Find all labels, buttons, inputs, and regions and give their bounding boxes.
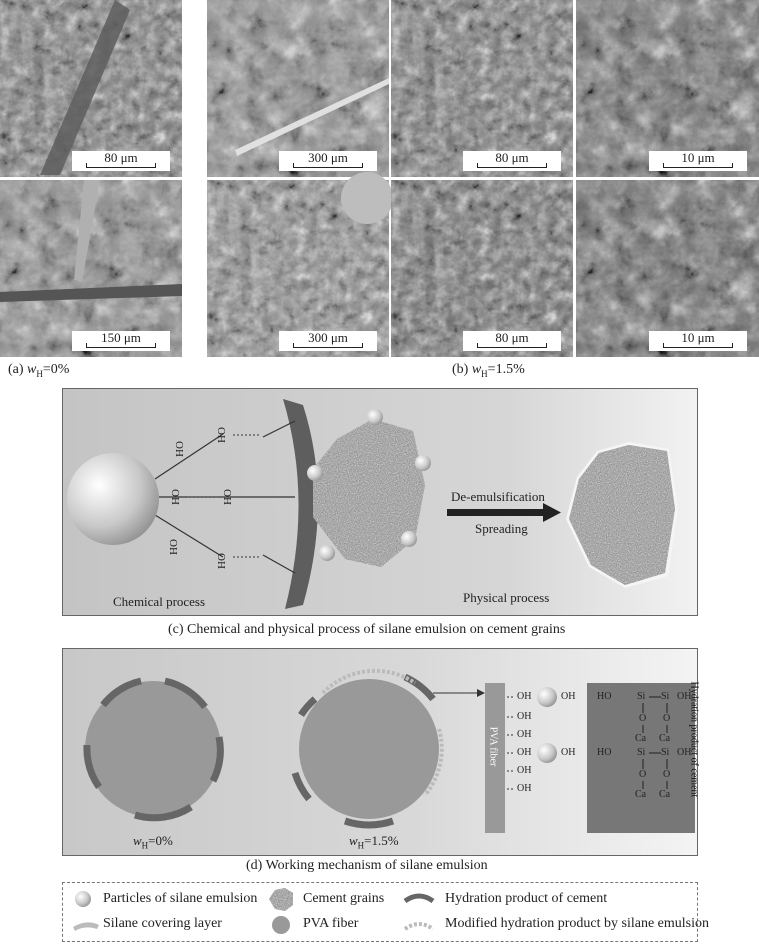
oh-label: OH	[172, 441, 185, 457]
ca-label: Ca	[635, 733, 647, 744]
ca-label: Ca	[659, 789, 671, 800]
legend-item-hydration-product: Hydration product of cement	[445, 891, 608, 906]
scale-bar: 80 μm	[463, 151, 561, 171]
wh-label-right: $w_H=1.5\%$	[349, 833, 399, 851]
legend-item-silane-particles: Particles of silane emulsion	[103, 891, 258, 906]
oh-label: OH	[220, 489, 233, 505]
o-label: O	[639, 769, 647, 780]
legend-item-modified-hydration: Modified hydration product by silane emulsion	[445, 916, 710, 931]
micrograph-c2	[391, 180, 573, 357]
chemical-process-label: Chemical process	[113, 594, 206, 609]
oh-label: OH	[561, 747, 576, 758]
o-label: O	[663, 769, 671, 780]
oh-label: OH	[517, 747, 532, 758]
micrograph-b1	[207, 0, 389, 177]
oh-label: OH	[677, 691, 692, 702]
micrograph-b2	[207, 180, 389, 357]
scale-bar: 300 μm	[279, 331, 377, 351]
oh-label: OH	[517, 691, 532, 702]
oh-label: OH	[168, 489, 181, 505]
caption-d: (d) Working mechanism of silane emulsion	[246, 858, 488, 873]
oh-label: OH	[517, 783, 532, 794]
oh-label: OH	[677, 747, 692, 758]
ca-label: Ca	[659, 733, 671, 744]
micrograph-c1	[391, 0, 573, 177]
caption-b: (b) $w_H=1.5\%$	[452, 362, 525, 379]
micrograph-d2	[576, 180, 759, 357]
legend	[62, 882, 710, 942]
scale-bar: 80 μm	[463, 331, 561, 351]
ho-label: HO	[597, 691, 612, 702]
si-label: Si	[637, 747, 646, 758]
scale-bar: 10 μm	[649, 151, 747, 171]
scale-bar: 150 μm	[72, 331, 170, 351]
hydration-product-label: Hydration product of cement	[688, 681, 700, 798]
legend-item-cement-grains: Cement grains	[303, 891, 385, 906]
pva-fiber-label: PVA fiber	[487, 726, 499, 767]
ho-label: HO	[597, 747, 612, 758]
physical-process-label: Physical process	[463, 590, 550, 605]
oh-label: OH	[214, 427, 227, 443]
oh-label: OH	[166, 539, 179, 555]
oh-label: OH	[561, 691, 576, 702]
panel-d-diagram	[62, 648, 698, 856]
oh-label: OH	[517, 711, 532, 722]
scale-bar: 10 μm	[649, 331, 747, 351]
si-label: Si	[661, 747, 670, 758]
oh-label: OH	[517, 729, 532, 740]
caption-a: (a) $w_H=0\%$	[8, 362, 70, 379]
o-label: O	[663, 713, 671, 724]
micrograph-a1	[0, 0, 182, 177]
caption-c: (c) Chemical and physical process of silane emulsion on cement grains	[168, 622, 566, 637]
si-label: Si	[661, 691, 670, 702]
ca-label: Ca	[635, 789, 647, 800]
scale-bar: 80 μm	[72, 151, 170, 171]
o-label: O	[639, 713, 647, 724]
si-label: Si	[637, 691, 646, 702]
oh-label: OH	[214, 553, 227, 569]
arrow-label-top: De-emulsification	[451, 489, 545, 504]
scale-bar: 300 μm	[279, 151, 377, 171]
arrow-label-bottom: Spreading	[475, 521, 528, 536]
micrograph-a2	[0, 180, 182, 357]
wh-label-left: $w_H=0\%$	[133, 833, 173, 851]
micrograph-d1	[576, 0, 759, 177]
legend-item-silane-layer: Silane covering layer	[103, 916, 222, 931]
panel-c-diagram	[62, 388, 698, 616]
legend-item-pva-fiber: PVA fiber	[303, 916, 359, 931]
oh-label: OH	[517, 765, 532, 776]
